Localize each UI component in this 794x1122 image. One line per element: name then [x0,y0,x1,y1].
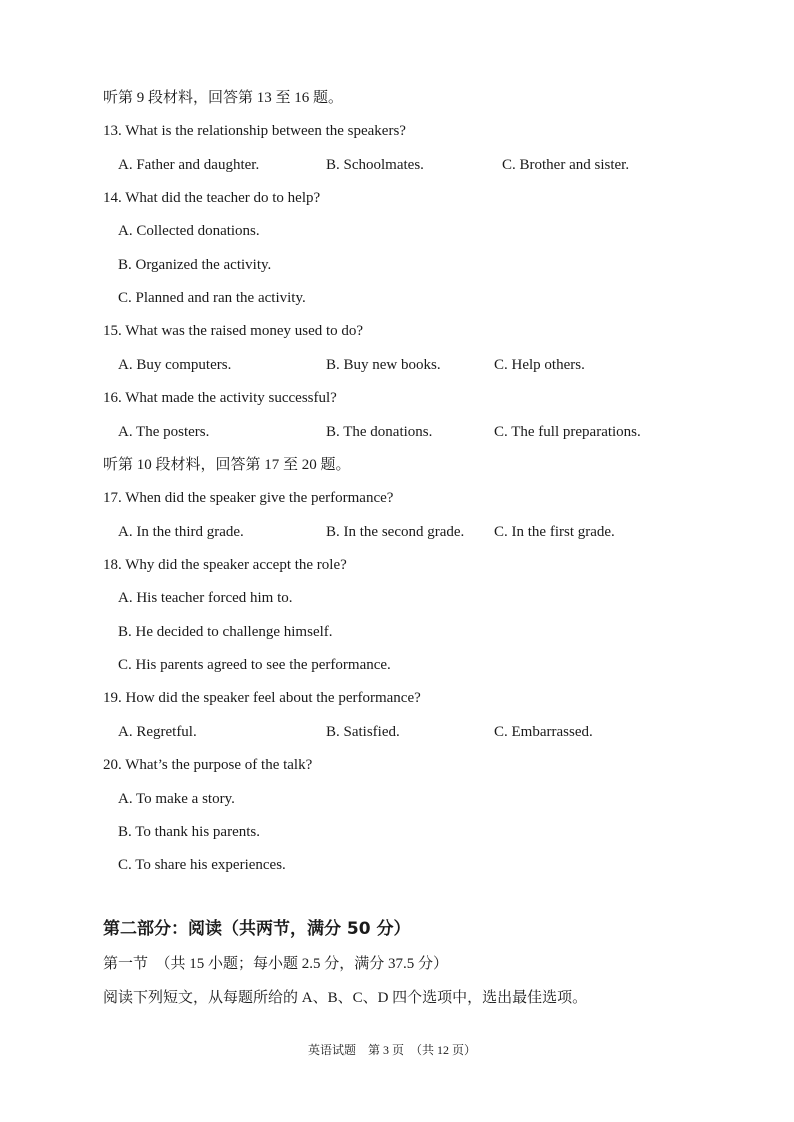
q19-option-a: A. Regretful. [118,724,197,740]
q20-option-a: A. To make a story. [118,791,235,807]
q13-stem: 13. What is the relationship between the speakers? [103,123,406,139]
group10-intro: 听第 10 段材料，回答第 17 至 20 题。 [103,457,351,473]
q16-option-a: A. The posters. [118,424,210,440]
q13-option-a: A. Father and daughter. [118,157,260,173]
q19-option-b: B. Satisfied. [326,724,400,740]
q17-option-b: B. In the second grade. [326,524,465,540]
q13-option-b: B. Schoolmates. [326,157,424,173]
q16-option-b: B. The donations. [326,424,433,440]
q15-option-b: B. Buy new books. [326,357,441,373]
q18-option-b: B. He decided to challenge himself. [118,624,333,640]
section1-title: 第一节 （共 15 小题；每小题 2.5 分，满分 37.5 分） [103,956,449,972]
q14-stem: 14. What did the teacher do to help? [103,190,321,206]
q18-stem: 18. Why did the speaker accept the role? [103,557,347,573]
q20-option-b: B. To thank his parents. [118,824,260,840]
q19-stem: 19. How did the speaker feel about the performance? [103,690,421,706]
part2-title: 第二部分：阅读（共两节，满分 50 分） [103,919,411,939]
q17-option-a: A. In the third grade. [118,524,244,540]
page-footer: 英语试题 第 3 页 （共 12 页） [308,1043,477,1057]
q16-stem: 16. What made the activity successful? [103,390,337,406]
q14-option-c: C. Planned and ran the activity. [118,290,306,306]
q13-option-c: C. Brother and sister. [502,157,630,173]
q17-option-c: C. In the first grade. [494,524,615,540]
group9-intro: 听第 9 段材料，回答第 13 至 16 题。 [103,90,344,106]
q16-option-c: C. The full preparations. [494,424,641,440]
q20-stem: 20. What’s the purpose of the talk? [103,757,313,773]
q15-option-a: A. Buy computers. [118,357,232,373]
reading-instruction: 阅读下列短文，从每题所给的 A、B、C、D 四个选项中，选出最佳选项。 [103,990,588,1006]
q14-option-a: A. Collected donations. [118,223,260,239]
q17-stem: 17. When did the speaker give the performance? [103,490,394,506]
q18-option-c: C. His parents agreed to see the performance. [118,657,391,673]
q19-option-c: C. Embarrassed. [494,724,593,740]
q15-option-c: C. Help others. [494,357,585,373]
q20-option-c: C. To share his experiences. [118,857,286,873]
q18-option-a: A. His teacher forced him to. [118,590,293,606]
q14-option-b: B. Organized the activity. [118,257,272,273]
q15-stem: 15. What was the raised money used to do? [103,323,364,339]
